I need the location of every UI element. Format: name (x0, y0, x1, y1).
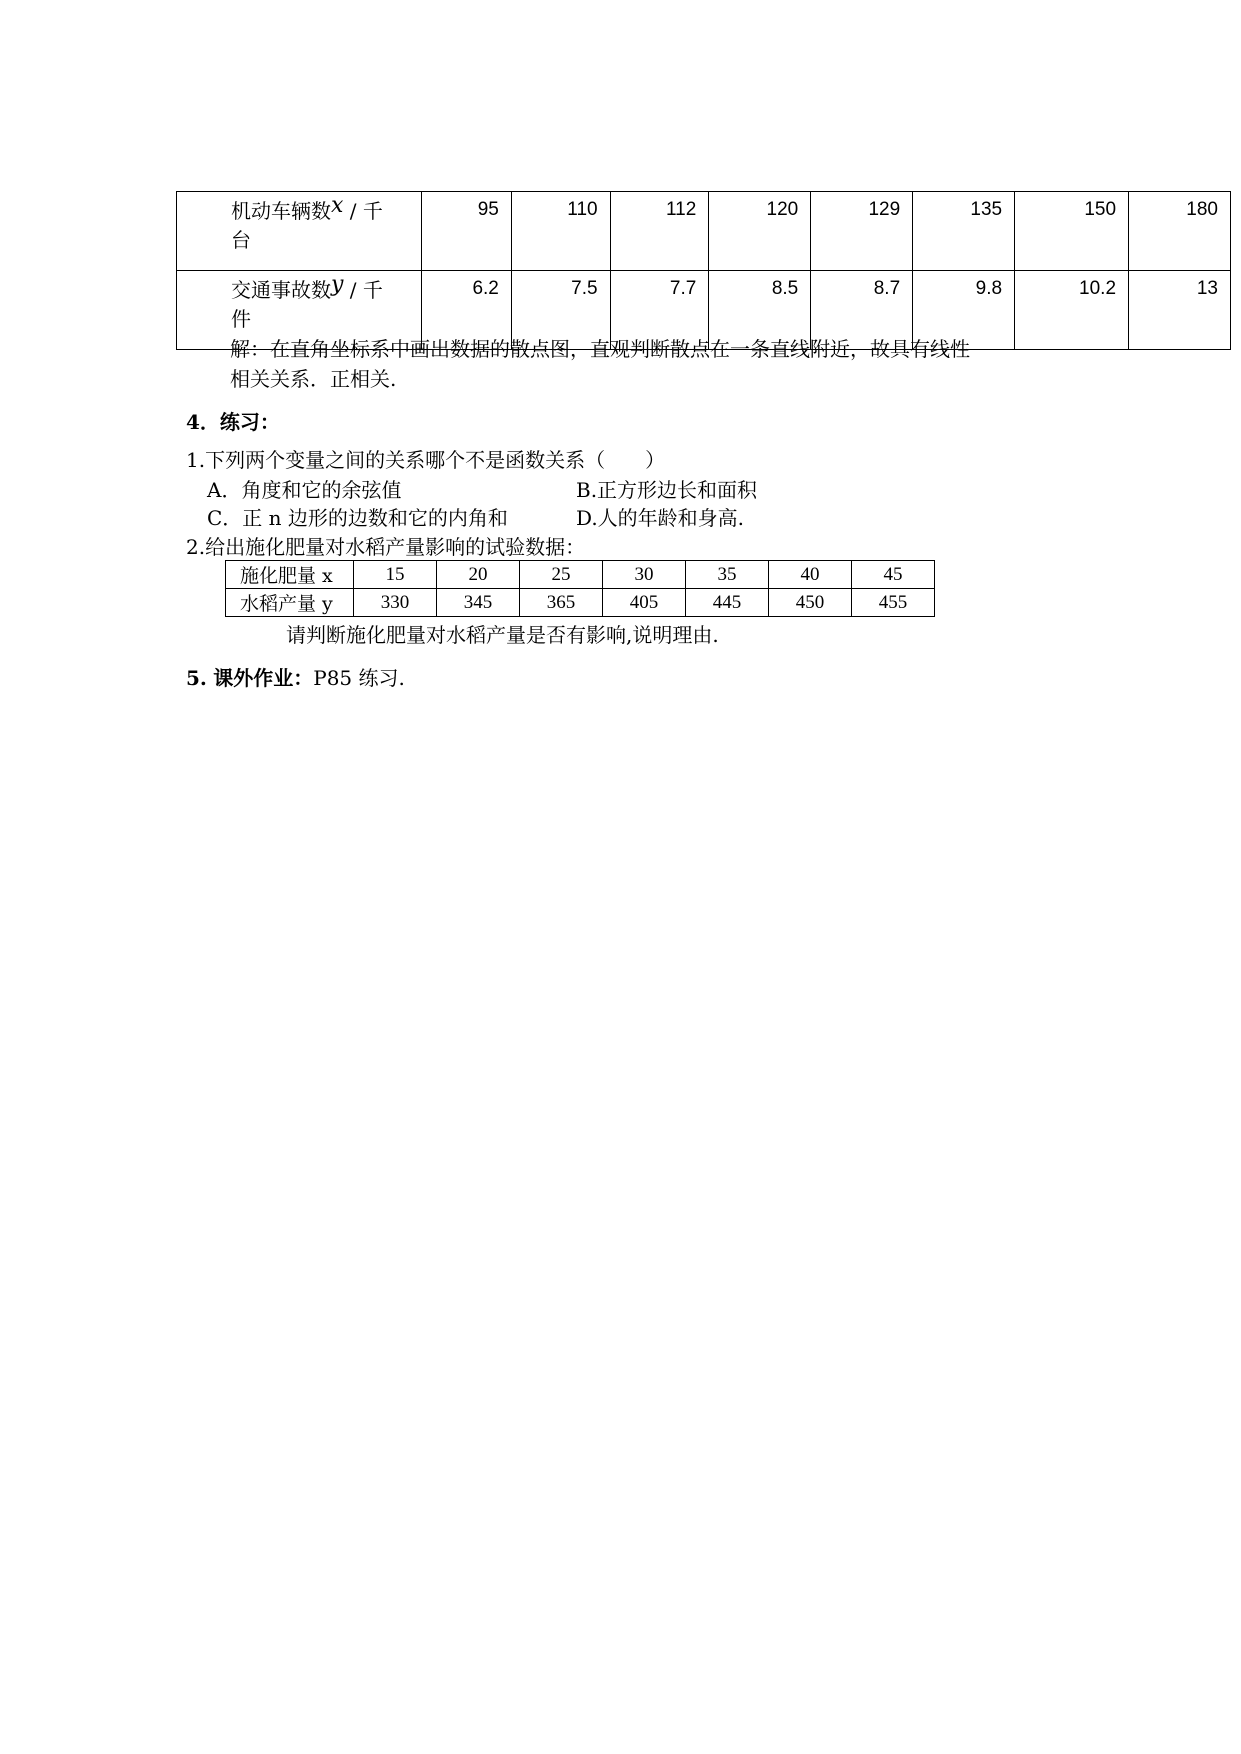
table-cell: 8.5 (709, 271, 811, 350)
table-cell: 129 (811, 192, 913, 271)
table-cell: 40 (769, 561, 852, 589)
table-cell: 150 (1015, 192, 1129, 271)
section-5-number: 5. (186, 666, 207, 690)
row-header-vehicles: 机动车辆数x / 千 台 (177, 192, 422, 271)
section-5 (186, 662, 405, 691)
table-cell: 405 (603, 589, 686, 617)
table-cell: 20 (437, 561, 520, 589)
option-b: B.正方形边长和面积 (576, 478, 758, 502)
row-header-fertilizer: 施化肥量 x (226, 561, 354, 589)
table-cell: 330 (354, 589, 437, 617)
table-cell: 13 (1129, 271, 1231, 350)
question-2-note: 请判断施化肥量对水稻产量是否有影响,说明理由. (286, 623, 719, 647)
table-cell: 365 (520, 589, 603, 617)
table-row (177, 192, 1231, 271)
table-cell: 25 (520, 561, 603, 589)
question-2: 2.给出施化肥量对水稻产量影响的试验数据： (186, 535, 586, 559)
solution-line-2: 相关关系．正相关. (230, 367, 397, 391)
section-4-title: 4．练习： (186, 410, 280, 434)
option-a: A．角度和它的余弦值 (207, 478, 402, 502)
section-5-text: P85 练习. (313, 666, 405, 690)
table-cell: 95 (422, 192, 512, 271)
solution-line-1: 解：在直角坐标系中画出数据的散点图，直观判断散点在一条直线附近，故具有线性 (230, 337, 970, 361)
table-cell: 7.7 (610, 271, 709, 350)
table-cell: 345 (437, 589, 520, 617)
table-cell: 30 (603, 561, 686, 589)
table-cell: 120 (709, 192, 811, 271)
table-cell: 7.5 (511, 271, 610, 350)
table-cell: 10.2 (1015, 271, 1129, 350)
vehicle-accident-table (176, 191, 1231, 350)
option-d: D.人的年龄和身高. (576, 506, 745, 530)
table-cell: 9.8 (913, 271, 1015, 350)
table-cell: 455 (852, 589, 935, 617)
table-cell: 180 (1129, 192, 1231, 271)
table-row (226, 561, 935, 589)
table-cell: 112 (610, 192, 709, 271)
table-cell: 110 (511, 192, 610, 271)
variable-y: y (331, 272, 344, 297)
option-c: C．正 n 边形的边数和它的内角和 (207, 506, 508, 530)
table-cell: 135 (913, 192, 1015, 271)
table-cell: 8.7 (811, 271, 913, 350)
fertilizer-yield-table (225, 560, 935, 617)
table-cell: 15 (354, 561, 437, 589)
section-5-title: 课外作业： (213, 666, 314, 690)
row-header-rice-yield: 水稻产量 y (226, 589, 354, 617)
table-row (226, 589, 935, 617)
question-1: 1.下列两个变量之间的关系哪个不是函数关系（ ） (186, 448, 666, 472)
table-cell: 35 (686, 561, 769, 589)
table-cell: 450 (769, 589, 852, 617)
table-cell: 6.2 (422, 271, 512, 350)
table-cell: 445 (686, 589, 769, 617)
table-cell: 45 (852, 561, 935, 589)
variable-x: x (331, 193, 344, 218)
row-header-accidents: 交通事故数y / 千 件 (177, 271, 422, 350)
